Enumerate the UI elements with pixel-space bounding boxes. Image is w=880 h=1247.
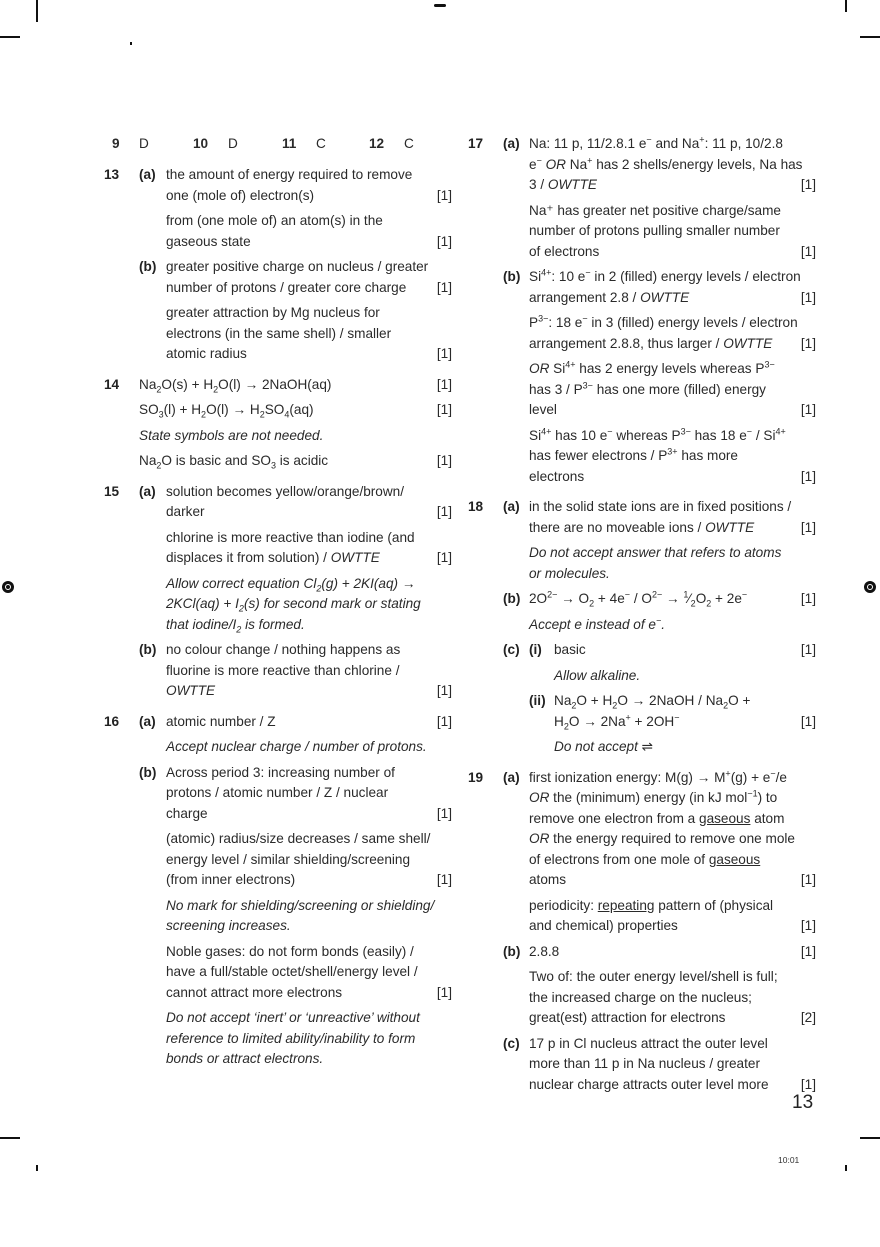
answer-line: no colour change / nothing happens as [166,642,401,657]
answer-line: there are no moveable ions / [529,519,702,535]
answer-line: OR $Si^{4+}$ has 2 energy levels whereas $P^{3-}$ [529,359,775,376]
mark: [1] [800,713,816,729]
answer-line: has $3 / P^{3-}$ has one more (filled) energy [529,379,766,397]
marking-note: Do not accept answer that refers to atoms [529,545,782,560]
answer-line: of electrons from one mole of gaseous [529,851,761,867]
answer-line: has fewer electrons / $P^{3+}$ has more [529,446,738,463]
marking-note: Accept nuclear charge / number of protons. [166,739,427,754]
crop-mark [434,4,446,7]
mark: [1] [436,984,452,1000]
answer-line: electrons [1] [529,467,816,488]
answer-line: level [529,402,557,417]
part-label: (a) [503,769,520,785]
mark: [1] [800,1076,816,1092]
part-label: (c) [503,1035,520,1051]
marking-note: screening increases. [166,918,291,933]
marking-note: $2KCl(aq) + I_2(s)$ for second mark or stating [166,596,421,614]
answer-line: 17 p in Cl nucleus attract the outer level [529,1035,768,1051]
answer-line: Na: 11 p, 11/2.8.1 e− and Na+: 11 p, 10/2.8 [529,134,783,151]
mark: [1] [436,187,452,203]
question-number: 16 [104,713,120,729]
mark: [1] [436,279,452,295]
mark: [1] [800,943,816,959]
question-17 [468,134,816,487]
mark: [1] [800,243,816,259]
answer-line: arrangement 2.8 / OWTTE [1] [529,288,816,309]
crop-mark [845,1165,847,1171]
question-19 [468,768,816,1096]
answer-line: of electrons [529,243,600,259]
crop-mark [36,1165,38,1171]
marking-note: Accept e instead of e−. [529,614,666,632]
answer-line: $P^{3-}$: 18 e− in 3 (filled) energy levels / electron [529,313,798,330]
crop-mark [845,0,847,12]
answer-line: Na⁺ has greater net positive charge/same [529,202,781,218]
marking-note: Allow alkaline. [554,667,641,683]
crop-mark [0,36,20,38]
answer-line: chlorine is more reactive than iodine (and [166,529,415,545]
answer-line: the amount of energy required to remove [166,167,413,182]
answer-line: in the solid state ions are in fixed positions / [529,499,792,514]
answer-line: $Si^{4+}$: 10 e− in 2 (filled) energy levels / electron [529,267,801,284]
answer-line: OR the (minimum) energy (in kJ mol$^{-1}$) to [529,788,778,805]
crop-mark [0,1137,20,1139]
part-label: (b) [503,943,521,959]
mcq-answer: C [404,136,414,151]
answer-line: Noble gases: do not form bonds (easily) / [166,943,414,959]
answer-line: solution becomes yellow/orange/brown/ [166,483,405,499]
crop-mark [36,0,38,22]
crop-mark [130,42,132,45]
right-column [468,134,816,1095]
mcq-answer: D [228,136,238,151]
question-number: 15 [104,483,120,499]
question-number: 14 [104,376,120,392]
marking-note: Do not accept ⇌ [554,739,654,754]
part-label: (b) [139,259,157,274]
answer-line: OR the energy required to remove one mole [529,831,795,846]
mark: [1] [436,233,452,249]
answer-line: fluorine is more reactive than chlorine / [166,662,400,678]
mark: [1] [800,335,816,351]
subpart-label: (i) [529,642,542,657]
answer-line: cannot attract more electrons [166,984,343,1000]
mark: [1] [800,468,816,484]
subpart-label: (ii) [529,693,546,708]
question-number: 18 [468,499,484,514]
question-number: 19 [468,769,484,785]
answer-line: basic [554,642,586,657]
mark: [2] [800,1010,816,1025]
answer-line: (atomic) radius/size decreases / same shell/ [166,831,431,846]
question-14 [104,375,452,472]
answer-line: and chemical) properties [1] [529,916,816,937]
marking-note: State symbols are not needed. [139,427,324,443]
answer-line: gaseous state [166,233,251,249]
answer-line: more than 11 p in Na nucleus / greater [529,1056,760,1071]
part-label: (a) [139,713,156,729]
mcq-answer: D [139,136,149,151]
owtte: OWTTE [330,550,380,565]
equation-line: $SO_3(l) + H_2O(l) \to H_2SO_4(aq)$ [1] [139,402,452,420]
part-label: (c) [503,642,520,657]
answer-line: $Si^{4+}$ has 10 e− whereas $P^{3-}$ has 18 $e^- / Si^{4+}$ [529,425,786,443]
answer-line: great(est) attraction for electrons [529,1010,726,1025]
part-label: (a) [503,136,520,151]
answer-line: electrons (in the same shell) / smaller [166,325,392,341]
answer-line: energy level / similar shielding/screening [166,851,411,867]
answer-line: nuclear charge attracts outer level more [529,1076,769,1092]
answer-line: greater attraction by Mg nucleus for [166,305,380,320]
part-label: (b) [139,642,157,657]
answer-line: (from inner electrons) [166,872,296,887]
answer-line: darker [166,504,205,519]
question-18: 18 (a) in the solid state ions are in fixed positions / there are no moveable ions / OWTTE [1] Do not accept answer that refers to atoms or molecules. (b) $2O^{2-} \to O_2 + 4e^- / O^{2-}$ → $^1⁄_2O_2 + 2e^-$ [1] Accept e instead of e−. (c) (i) basic [1] Allow alkaline. (ii) $Na_2O + H_2O$ → 2NaOH / $Na_2O$ + $H_2O \to 2Na^+ + 2OH^-$ [1] Do not accept ⇌ [468,497,816,758]
answer-line: Across period 3: increasing number of [166,764,395,780]
part-label: (b) [139,764,157,780]
mcq-num: 12 [369,136,385,151]
marking-note: that iodine/$I_2$ is formed. [166,616,305,635]
mark: [1] [800,918,816,933]
answer-line: 3 / OWTTE [1] [529,175,816,196]
question-13 [104,165,452,365]
mark: [1] [436,713,452,729]
question-number: 17 [468,136,484,151]
registration-target-icon [2,581,14,593]
answer-line: greater positive charge on nucleus / greater [166,259,429,274]
answer-line: charge [166,805,208,821]
mark: [1] [436,504,452,519]
mark: [1] [800,177,816,192]
mark: [1] [436,376,452,392]
mark: [1] [436,402,452,417]
equation-line: $Na_2O + H_2O$ → 2NaOH / $Na_2O$ + [554,693,751,711]
equation-line: $2O^{2-} \to O_2 + 4e^- / O^{2-}$ → $^1⁄_2O_2 + 2e^-$ [1] [529,589,816,609]
answer-line: atomic radius [166,346,247,361]
part-label: (a) [139,483,156,499]
answer-line: one (mole of) electron(s) [166,187,315,203]
mark: [1] [436,683,452,698]
mark: [1] [800,289,816,305]
mark: [1] [436,805,452,821]
marking-note: Do not accept ‘inert’ or ‘unreactive’ without [166,1010,420,1025]
answer-line: 2.8.8 [529,943,560,959]
registration-target-icon [864,581,876,593]
answer-line: from (one mole of) an atom(s) in the [166,213,383,228]
answer-line: have a full/stable octet/shell/energy level / [166,964,418,979]
question-number: 13 [104,167,120,182]
mark: [1] [800,872,816,887]
answer-line: displaces it from solution) / [166,550,327,565]
left-column [104,165,452,1070]
mcq-num: 10 [193,136,209,151]
mark: [1] [800,642,816,657]
answer-line: $Na_2O$ is basic and $SO_3$ is acidic [1] [139,453,452,471]
answer-line: remove one electron from a gaseous atom [529,810,785,826]
footer-time: 10:01 [778,1155,800,1165]
marking-note: reference to limited ability/inability to form [166,1030,416,1046]
answer-line: Two of: the outer energy level/shell is full; [529,969,778,984]
answer-line: periodicity: repeating pattern of (physical [529,897,774,913]
marking-note: bonds or attract electrons. [166,1051,324,1066]
question-16 [104,712,452,1070]
part-label: (b) [503,269,521,284]
mark: [1] [800,591,816,606]
answer-line: atoms [1] [529,870,816,891]
answer-line: first ionization energy: M(g) → M+(g) + e−/e [529,767,787,785]
marking-note: No mark for shielding/screening or shielding/ [166,897,435,913]
mark: [1] [436,872,452,887]
part-label: (a) [503,499,520,514]
answer-line: the increased charge on the nucleus; [529,989,752,1005]
mark: [1] [436,550,452,565]
equation-line: $Na_2O(s) + H_2O(l)$ → 2NaOH(aq) [1] [139,376,452,395]
equation-line: $H_2O \to 2Na^+ + 2OH^-$ [1] [554,711,816,732]
mark: [1] [800,519,816,535]
part-label: (b) [503,591,521,606]
crop-mark [860,1137,880,1139]
mark: [1] [436,453,452,468]
marking-note: Allow correct equation $Cl_2(g) + 2KI(aq)$ → [166,575,416,594]
page-number: 13 [792,1092,814,1113]
mark: [1] [436,346,452,361]
crop-mark [860,36,880,38]
mark: [1] [800,402,816,417]
answer-line: e− OR Na+ has 2 shells/energy levels, Na has [529,154,803,172]
answer-line: arrangement 2.8.8, thus larger / OWTTE [1] [529,334,816,355]
question-15 [104,482,452,702]
answer-line: protons / atomic number / Z / nuclear [166,785,389,800]
owtte: OWTTE [166,683,216,698]
mcq-answer: C [316,136,326,151]
mcq-num: 11 [282,136,297,151]
part-label: (a) [139,167,156,182]
answer-line: number of protons / greater core charge [166,279,407,295]
marking-note: or molecules. [529,565,610,581]
answer-line: atomic number / Z [166,713,276,729]
mcq-num: 9 [112,136,120,151]
answer-line: number of protons pulling smaller number [529,223,780,238]
